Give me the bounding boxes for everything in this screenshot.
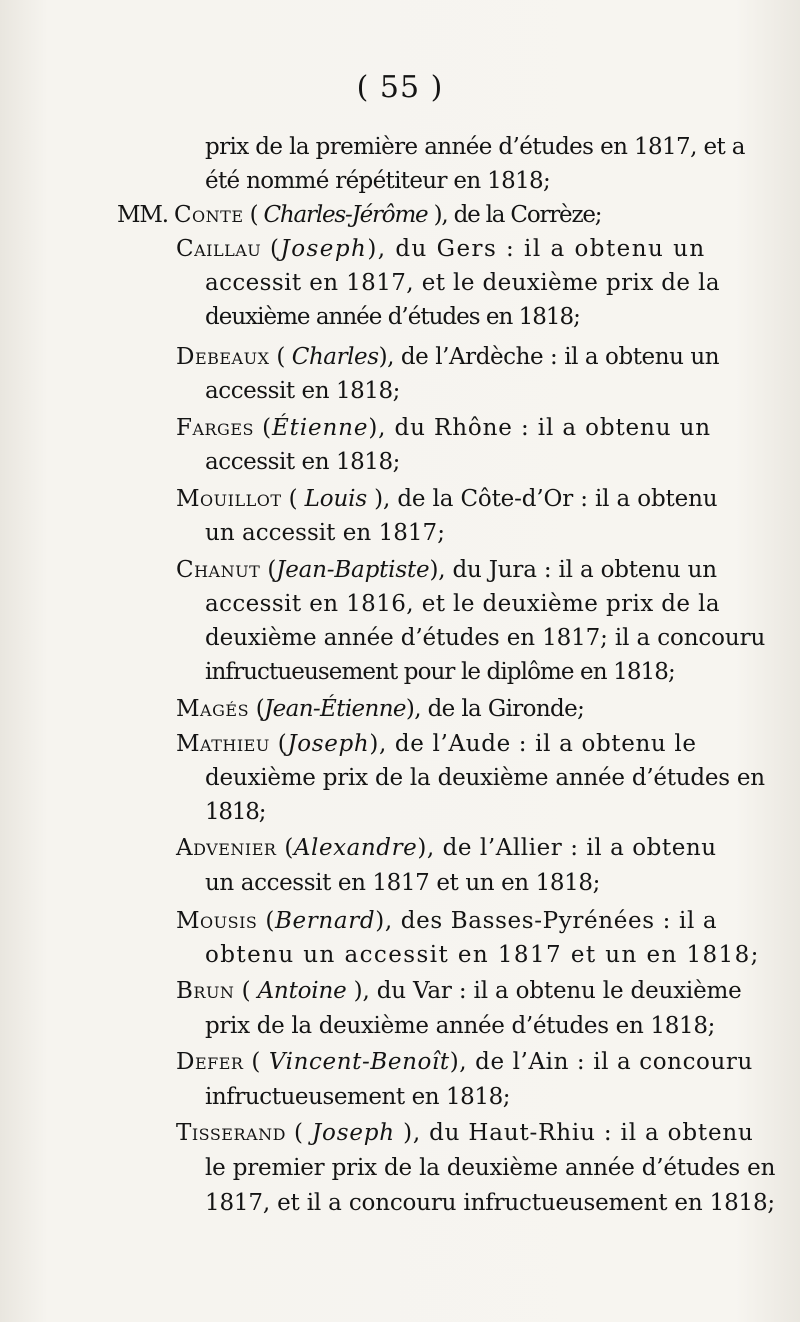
given-name: Jean-Baptiste <box>276 557 430 583</box>
text-line <box>205 266 720 301</box>
text-segment: ( <box>260 557 277 583</box>
text-segment: ( <box>269 731 288 757</box>
text-line <box>205 300 580 335</box>
text-segment: accessit en 1817, et le deuxième prix de la <box>205 270 721 296</box>
text-segment: un accessit en 1817; <box>205 520 445 546</box>
text-line <box>205 866 600 901</box>
text-segment: prix de la deuxième année d’études en 1818; <box>205 1013 716 1039</box>
text-line <box>176 904 717 939</box>
text-segment: ( <box>243 202 264 228</box>
text-line <box>205 621 765 656</box>
text-segment: ( <box>234 978 258 1004</box>
text-segment: ), de l’Ardèche : il a obtenu un <box>378 344 720 370</box>
text-segment: deuxième prix de la deuxième année d’études en <box>205 765 765 791</box>
surname: Debeaux <box>176 344 270 370</box>
text-segment: un accessit en 1817 et un en 1818; <box>205 870 600 896</box>
surname: Caillau <box>176 236 262 262</box>
text-line <box>205 1080 510 1115</box>
text-segment: ), des Basses-Pyrénées : il a <box>375 908 718 934</box>
text-line <box>176 340 719 375</box>
text-segment: ( <box>269 344 292 370</box>
given-name: Alexandre <box>293 835 418 861</box>
text-segment: infructueusement en 1818; <box>205 1084 511 1110</box>
surname: Brun <box>176 978 235 1004</box>
text-segment: le premier prix de la deuxième année d’études en <box>205 1155 776 1181</box>
surname: Mathieu <box>176 731 270 757</box>
text-segment: ), de l’Ain : il a concouru <box>449 1049 753 1075</box>
surname: Magés <box>176 696 250 722</box>
given-name: Joseph <box>280 236 368 262</box>
text-line <box>205 938 760 973</box>
text-line <box>205 164 550 199</box>
text-line <box>205 1186 775 1221</box>
given-name: Vincent-Benoît <box>268 1049 450 1075</box>
given-name: Joseph <box>287 731 370 757</box>
text-segment: deuxième année d’études en 1818; <box>205 304 580 330</box>
text-segment: ( <box>253 415 273 441</box>
text-segment: ), du Haut-Rhiu : il a obtenu <box>394 1120 754 1146</box>
text-line <box>176 1045 753 1080</box>
text-line <box>176 974 742 1009</box>
text-line <box>176 411 711 446</box>
text-line <box>176 482 717 517</box>
text-segment: accessit en 1818; <box>205 378 400 404</box>
text-line <box>205 655 675 690</box>
given-name: Charles <box>291 344 379 370</box>
text-segment: ( <box>281 486 305 512</box>
surname: Conte <box>173 202 244 228</box>
given-name: Bernard <box>274 908 376 934</box>
text-line <box>205 587 720 622</box>
text-segment: ( <box>257 908 275 934</box>
text-segment: 1818; <box>205 799 266 825</box>
text-line <box>176 727 697 762</box>
text-segment: ), du Var : il a obtenu le deuxième <box>346 978 742 1004</box>
text-segment: ), de la Corrèze; <box>427 202 602 228</box>
text-line <box>117 198 601 233</box>
given-name: Jean-Étienne <box>264 696 406 722</box>
text-line <box>205 445 400 480</box>
given-name: Louis <box>304 486 368 512</box>
text-segment: accessit en 1816, et le deuxième prix de la <box>205 591 721 617</box>
text-line <box>176 232 706 267</box>
text-line <box>176 692 584 727</box>
text-segment: ), de la Gironde; <box>405 696 585 722</box>
text-segment: obtenu un accessit en 1817 et un en 1818; <box>205 942 760 968</box>
text-segment: ), du Jura : il a obtenu un <box>429 557 717 583</box>
text-segment: ( <box>249 696 265 722</box>
text-line <box>205 795 265 830</box>
surname: Farges <box>176 415 254 441</box>
text-line <box>205 516 445 551</box>
surname: Mouillot <box>176 486 282 512</box>
given-name: Étienne <box>272 415 369 441</box>
text-segment: infructueusement pour le diplôme en 1818; <box>205 659 675 685</box>
text-line <box>205 1009 715 1044</box>
text-segment: ), de la Côte-d’Or : il a obtenu <box>367 486 718 512</box>
text-segment: ( <box>261 236 281 262</box>
text-segment: ( <box>285 1120 312 1146</box>
given-name: Charles-Jérôme <box>263 202 428 228</box>
surname: Mousis <box>176 908 258 934</box>
page-number: ( 55 ) <box>356 70 444 105</box>
text-segment: accessit en 1818; <box>205 449 400 475</box>
text-segment: ( <box>276 835 294 861</box>
given-name: Antoine <box>257 978 347 1004</box>
text-line <box>176 831 717 866</box>
text-segment: prix de la première année d’études en 1817, et a <box>205 134 745 160</box>
honorific: MM. <box>117 202 174 228</box>
surname: Tisserand <box>176 1120 286 1146</box>
text-segment: deuxième année d’études en 1817; il a concouru <box>205 625 766 651</box>
text-segment: ), de l’Allier : il a obtenu <box>417 835 717 861</box>
text-segment: ), de l’Aude : il a obtenu le <box>369 731 697 757</box>
text-line <box>176 553 717 588</box>
text-segment: ), du Gers : il a obtenu un <box>367 236 706 262</box>
text-line <box>205 1151 775 1186</box>
surname: Defer <box>176 1049 244 1075</box>
text-line <box>205 374 400 409</box>
text-line <box>205 130 745 165</box>
text-segment: été nommé répétiteur en 1818; <box>205 168 551 194</box>
text-line <box>176 1116 754 1151</box>
text-line <box>205 761 765 796</box>
text-segment: ), du Rhône : il a obtenu un <box>368 415 711 441</box>
text-segment: 1817, et il a concouru infructueusement en 1818; <box>205 1190 775 1216</box>
surname: Advenier <box>176 835 277 861</box>
surname: Chanut <box>176 557 261 583</box>
text-segment: ( <box>243 1049 269 1075</box>
given-name: Joseph <box>311 1120 395 1146</box>
